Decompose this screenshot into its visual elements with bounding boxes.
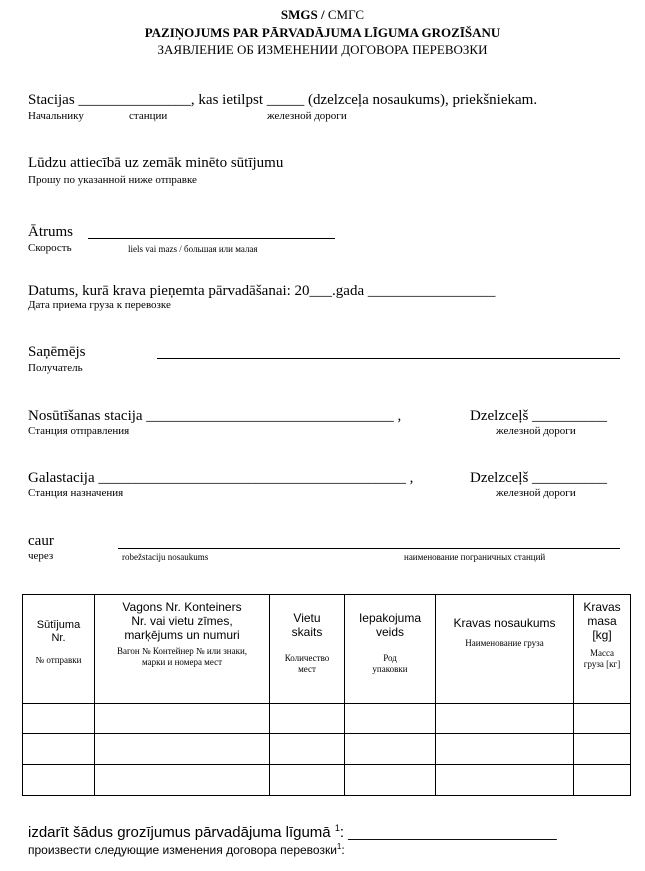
table-cell[interactable] bbox=[270, 765, 345, 796]
request-ru: Прошу по указанной ниже отправке bbox=[28, 174, 197, 186]
header-packaging-ru: Род упаковки bbox=[372, 653, 408, 674]
table-row bbox=[23, 765, 631, 796]
table-cell[interactable] bbox=[345, 704, 436, 734]
header-cargo-lv: Kravas nosaukums bbox=[453, 616, 556, 630]
header-wagon-lv: Vagons Nr. Konteiners Nr. vai vietu zīmes, marķējums un numuri bbox=[122, 600, 242, 642]
request-lv: Lūdzu attiecībā uz zemāk minēto sūtījumu bbox=[28, 155, 284, 171]
table-cell[interactable] bbox=[574, 765, 631, 796]
table-cell[interactable] bbox=[23, 765, 95, 796]
departure-station-ru: Станция отправления bbox=[28, 425, 130, 437]
table-cell[interactable] bbox=[23, 704, 95, 734]
form-title-ru: ЗАЯВЛЕНИЕ ОБ ИЗМЕНЕНИИ ДОГОВОРА ПЕРЕВОЗКИ bbox=[157, 42, 488, 57]
form-code-latin: SMGS / bbox=[280, 7, 325, 22]
departure-railway-lv: Dzelzceļš __________ bbox=[470, 408, 608, 424]
header-wagon-ru: Вагон № Контейнер № или знаки, марки и номера мест bbox=[116, 646, 248, 667]
table-cell[interactable] bbox=[574, 734, 631, 765]
table-row bbox=[23, 734, 631, 765]
table-cell[interactable] bbox=[345, 765, 436, 796]
table-cell[interactable] bbox=[270, 734, 345, 765]
table-cell[interactable] bbox=[436, 704, 574, 734]
speed-hint: liels vai mazs / большая или малая bbox=[128, 244, 258, 254]
changes-lv-footnote-mark: 1 bbox=[334, 823, 340, 833]
departure-railway-ru: железной дороги bbox=[496, 425, 576, 437]
changes-ru-text: произвести следующие изменения договора перевозки bbox=[28, 843, 337, 857]
via-label-lv: caur bbox=[28, 533, 54, 549]
departure-station-lv: Nosūtīšanas stacija _________________________________ , bbox=[28, 408, 402, 424]
form-title-lv: PAZIŅOJUMS PAR PĀRVADĀJUMA LĪGUMA GROZĪŠANU bbox=[144, 25, 501, 40]
column-header-packaging bbox=[345, 595, 436, 704]
speed-field[interactable] bbox=[88, 238, 335, 239]
shipment-table bbox=[22, 594, 631, 796]
form-code bbox=[0, 7, 645, 23]
table-cell[interactable] bbox=[95, 734, 270, 765]
destination-railway-lv: Dzelzceļš __________ bbox=[470, 470, 608, 486]
form-code-cyrillic: СМГС bbox=[324, 7, 365, 22]
destination-station-lv: Galastacija _________________________________________ , bbox=[28, 470, 414, 486]
via-label-ru: через bbox=[28, 550, 54, 562]
table-cell[interactable] bbox=[436, 765, 574, 796]
speed-label-lv: Ātrums bbox=[28, 224, 73, 240]
changes-lv bbox=[28, 823, 557, 841]
header-places-ru: Количество мест bbox=[284, 653, 330, 674]
column-header-shipment-number bbox=[23, 595, 95, 704]
table-cell[interactable] bbox=[95, 704, 270, 734]
receiver-label-ru: Получатель bbox=[28, 362, 83, 374]
destination-railway-ru: железной дороги bbox=[496, 487, 576, 499]
header-mass-lv: Kravas masa [kg] bbox=[583, 600, 621, 642]
table-cell[interactable] bbox=[270, 704, 345, 734]
table-cell[interactable] bbox=[345, 734, 436, 765]
header-shipment-lv: Sūtījuma Nr. bbox=[36, 619, 81, 644]
table-cell[interactable] bbox=[95, 765, 270, 796]
column-header-places bbox=[270, 595, 345, 704]
changes-ru-footnote-mark: 1 bbox=[336, 842, 342, 851]
column-header-wagon bbox=[95, 595, 270, 704]
column-header-mass bbox=[574, 595, 631, 704]
header-shipment-ru: № отправки bbox=[35, 655, 82, 665]
header-packaging-lv: Iepakojuma veids bbox=[358, 611, 422, 639]
receiver-field[interactable] bbox=[157, 358, 620, 359]
changes-lv-tail: : _________________________ bbox=[339, 824, 557, 841]
table-row bbox=[23, 704, 631, 734]
date-lv: Datums, kurā krava pieņemta pārvadāšanai: 20___.gada _________________ bbox=[28, 283, 496, 299]
column-header-cargo bbox=[436, 595, 574, 704]
destination-station-ru: Станция назначения bbox=[28, 487, 124, 499]
station-line-lv: Stacijas _______________, kas ietilpst _____ (dzelzceļa nosaukums), priekšniekam. bbox=[28, 92, 538, 108]
speed-label-ru: Скорость bbox=[28, 242, 72, 254]
station-line-ru-1: Начальнику bbox=[28, 110, 84, 122]
changes-lv-text: izdarīt šādus grozījumus pārvadājuma līgumā bbox=[28, 824, 331, 841]
via-hint-ru: наименование пограничных станций bbox=[404, 552, 546, 562]
table-cell[interactable] bbox=[23, 734, 95, 765]
station-line-ru-2: станции bbox=[129, 110, 168, 122]
changes-ru bbox=[28, 842, 345, 857]
changes-ru-tail: : bbox=[341, 843, 345, 857]
station-line-ru-3: железной дороги bbox=[267, 110, 347, 122]
header-places-lv: Vietu skaits bbox=[291, 611, 323, 639]
header-cargo-ru: Наименование груза bbox=[465, 638, 544, 648]
table-header-row bbox=[23, 595, 631, 704]
receiver-label-lv: Saņēmējs bbox=[28, 344, 86, 360]
via-field[interactable] bbox=[118, 548, 620, 549]
table-cell[interactable] bbox=[436, 734, 574, 765]
via-hint-lv: robežstaciju nosaukums bbox=[122, 552, 209, 562]
date-ru: Дата приема груза к перевозке bbox=[28, 299, 171, 311]
header-mass-ru: Масса груза [кг] bbox=[583, 648, 621, 669]
table-cell[interactable] bbox=[574, 704, 631, 734]
